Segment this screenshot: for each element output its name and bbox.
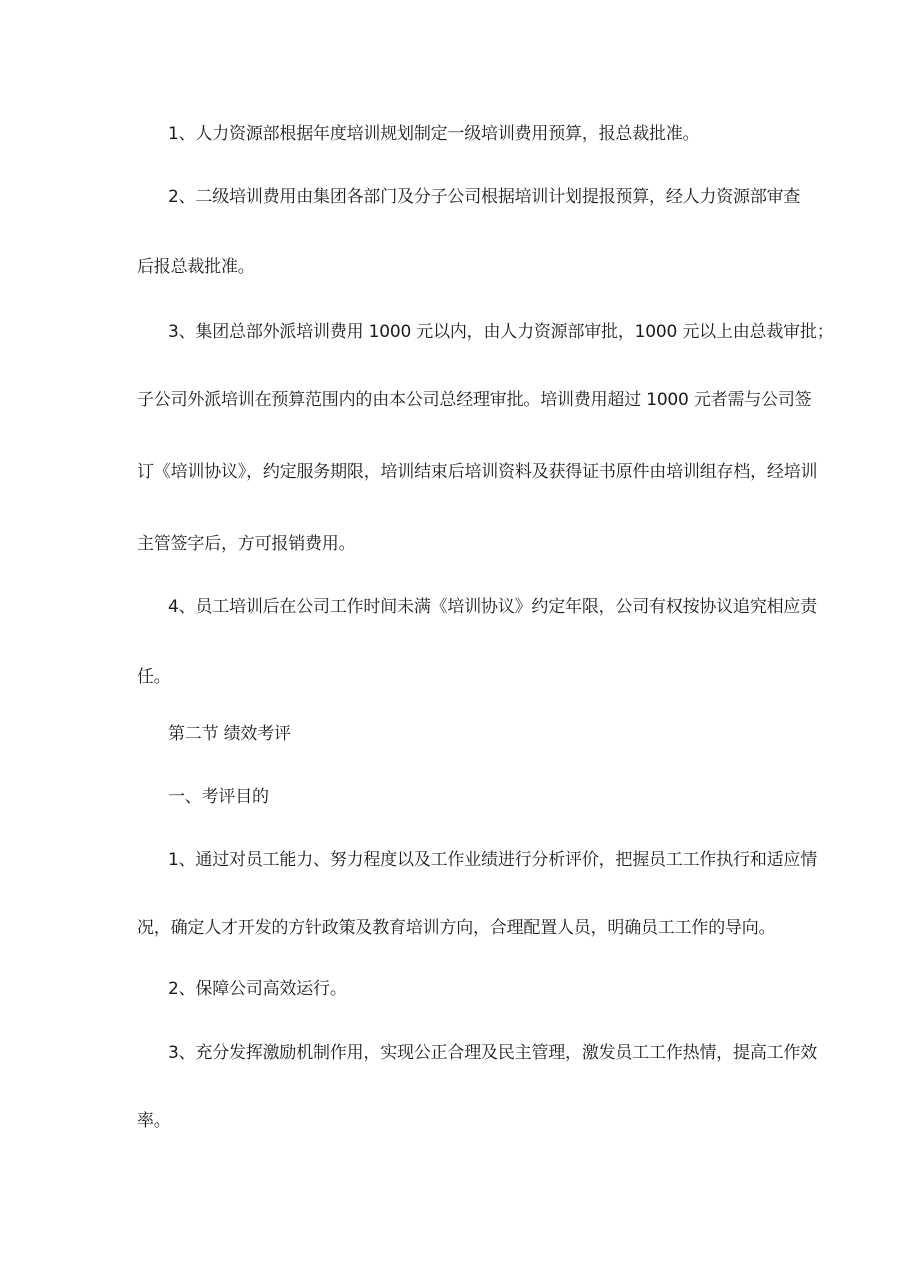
item-2-text-line-1: 2、二级培训费用由集团各部门及分子公司根据培训计划提报预算，经人力资源部审查 [168,187,801,207]
item-4-text-line-1: 4、员工培训后在公司工作时间未满《培训协议》约定年限，公司有权按协议追究相应责 [168,597,818,617]
goal-2-text: 2、保障公司高效运行。 [168,979,347,999]
item-1-text: 1、人力资源部根据年度培训规划制定一级培训费用预算，报总裁批准。 [168,124,700,144]
goal-1-text-line-2: 况，确定人才开发的方针政策及教育培训方向，合理配置人员，明确员工工作的导向。 [137,918,776,938]
item-2-text-line-2: 后报总裁批准。 [137,257,255,277]
item-3-text-line-4: 主管签字后，方可报销费用。 [137,534,356,554]
item-3-text-line-3: 订《培训协议》，约定服务期限，培训结束后培训资料及获得证书原件由培训组存档，经培训 [137,462,818,482]
section-heading: 第二节 绩效考评 [168,724,291,744]
goal-3-text-line-1: 3、充分发挥激励机制作用，实现公正合理及民主管理，激发员工工作热情，提高工作效 [168,1043,818,1063]
item-4-text-line-2: 任。 [137,667,171,687]
goal-1-text-line-1: 1、通过对员工能力、努力程度以及工作业绩进行分析评价，把握员工工作执行和适应情 [168,850,818,870]
item-3-text-line-2: 子公司外派培训在预算范围内的由本公司总经理审批。培训费用超过 1000 元者需与公司签 [137,390,812,410]
goal-3-text-line-2: 率。 [137,1111,171,1131]
item-3-text-line-1: 3、集团总部外派培训费用 1000 元以内，由人力资源部审批，1000 元以上由总裁审批； [168,322,834,342]
subsection-heading: 一、考评目的 [168,787,269,807]
